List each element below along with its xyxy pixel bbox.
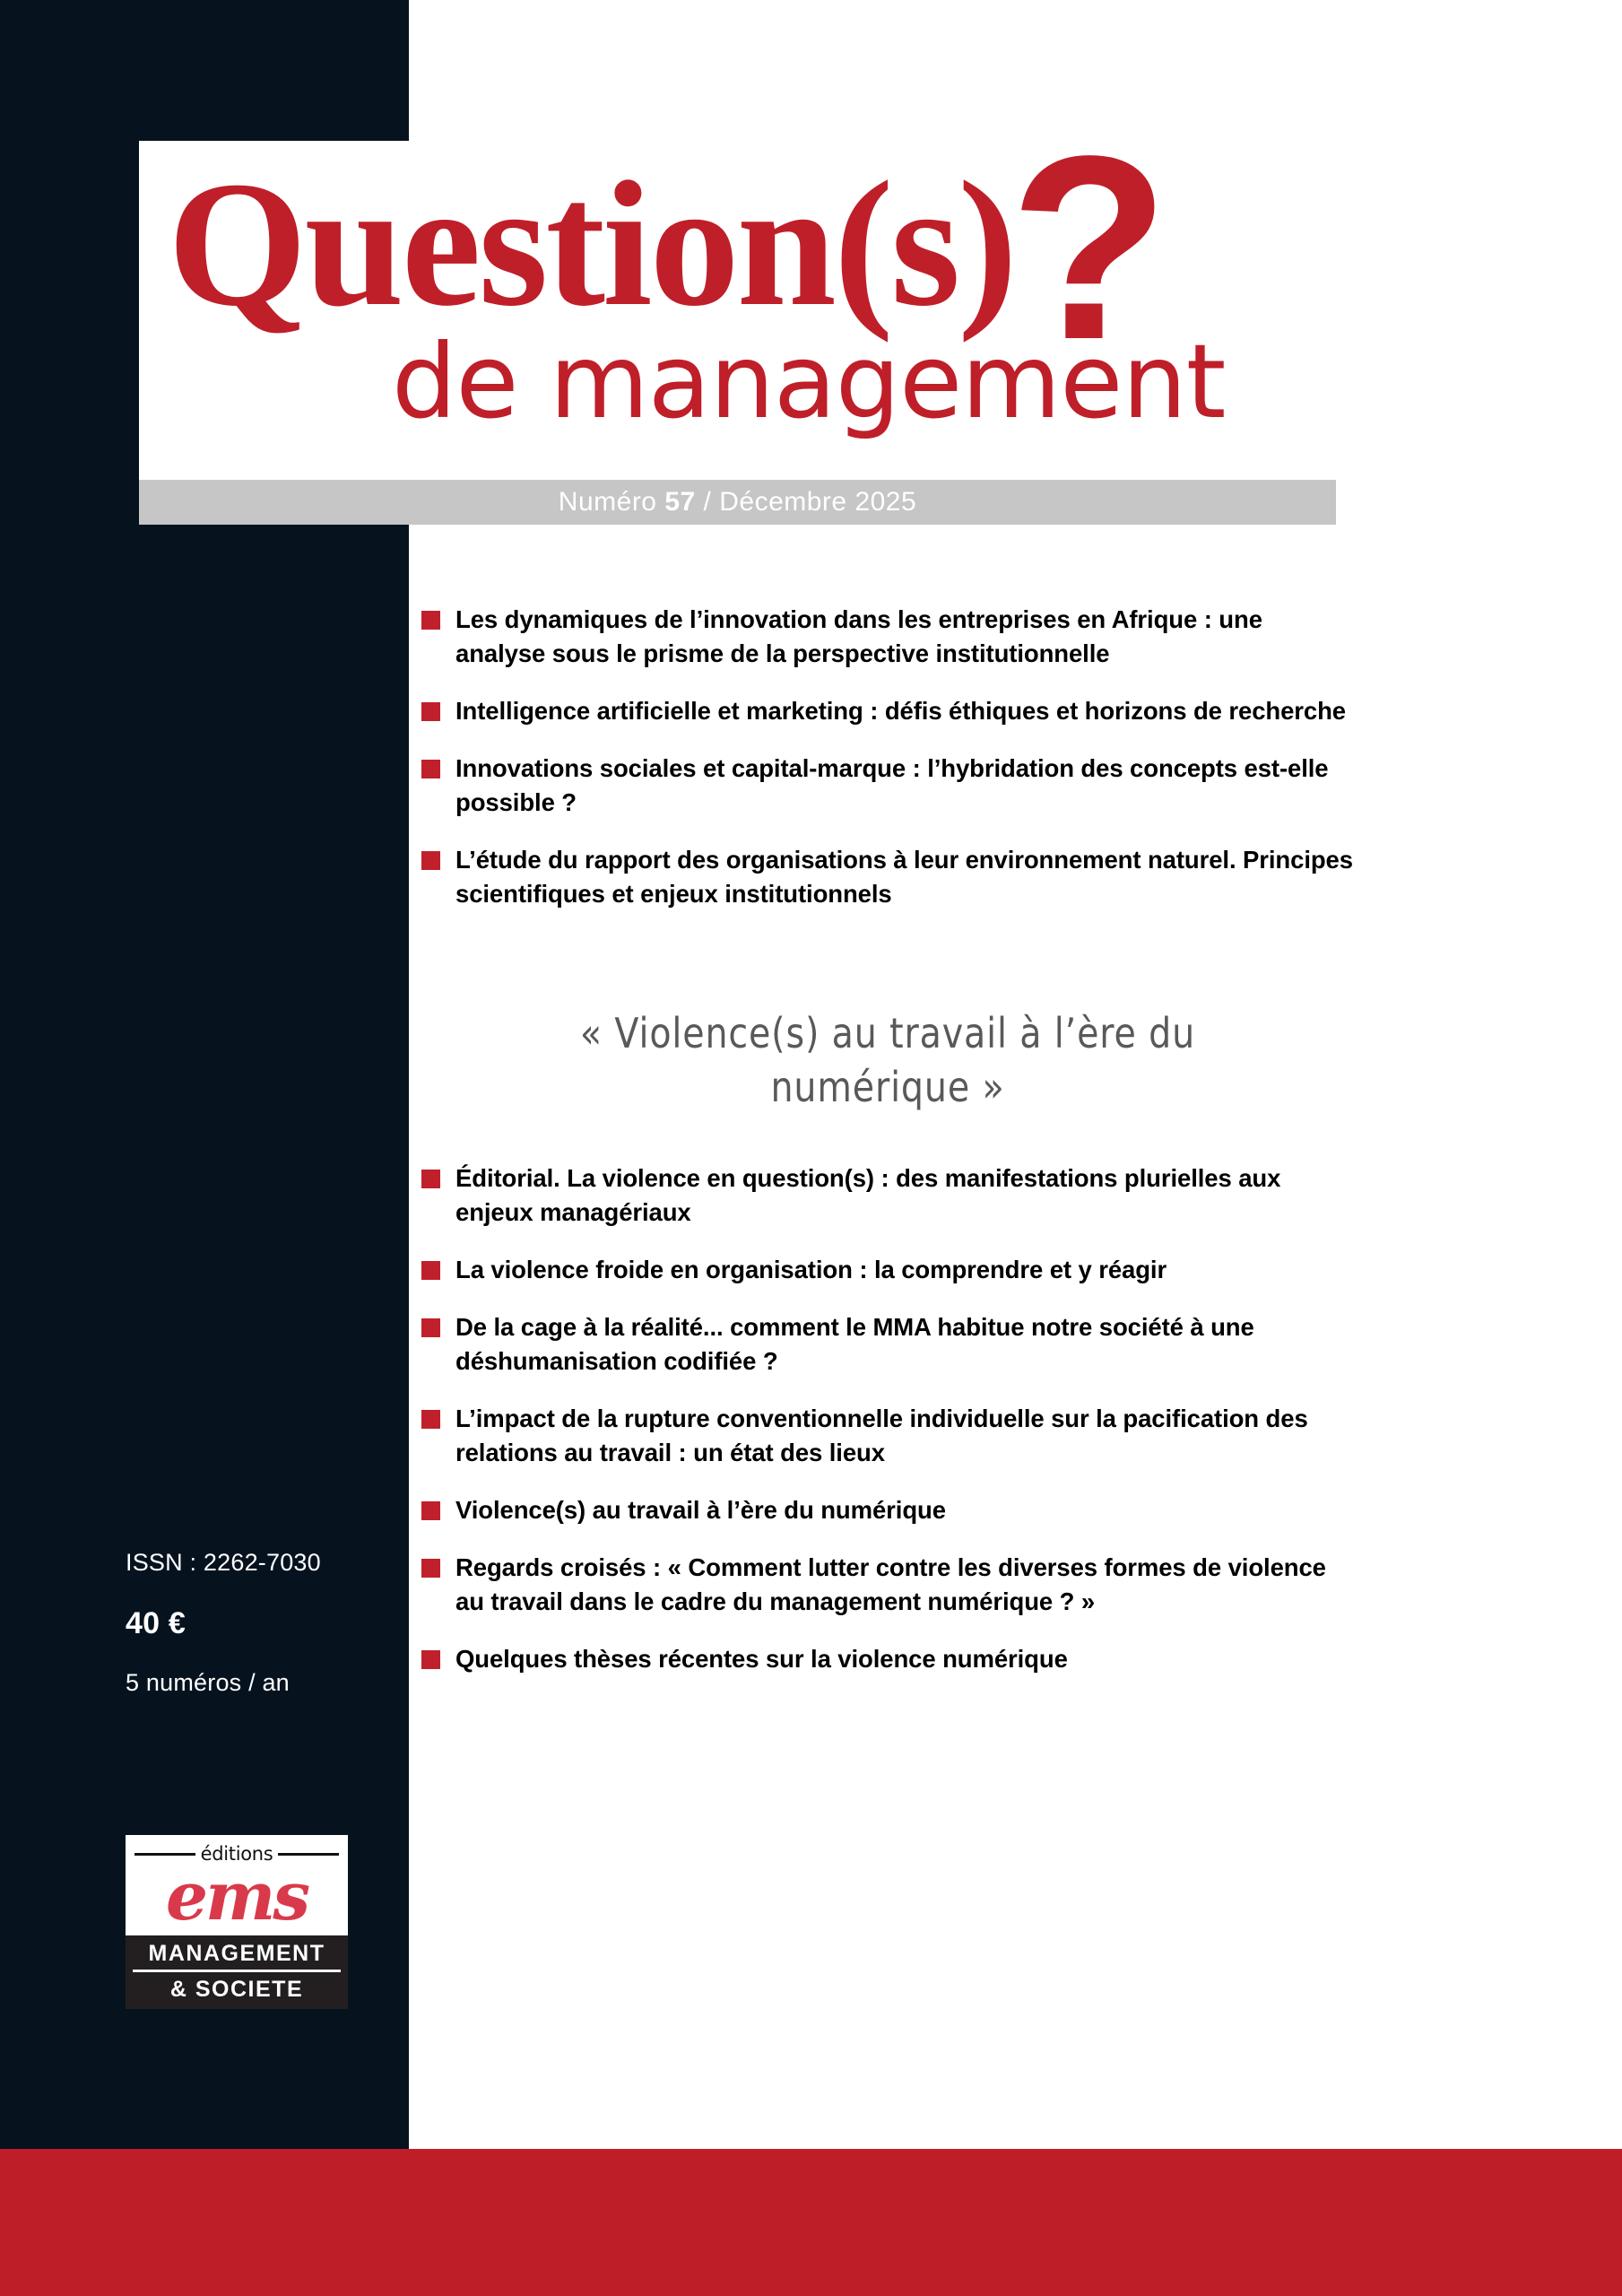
divider	[133, 1970, 341, 1972]
article-title: De la cage à la réalité... comment le MMA habitue notre société à une déshumanisation codifiée ?	[455, 1313, 1254, 1375]
articles-list-top	[421, 603, 1354, 911]
journal-title-text: Q	[168, 145, 305, 344]
bullet-square-icon	[421, 1410, 440, 1429]
article-title: Innovations sociales et capital-marque : l’hybridation des concepts est-elle possible ?	[455, 754, 1329, 816]
publisher-name: ems	[165, 1858, 308, 1935]
article-item	[421, 1310, 1354, 1378]
issue-prefix: Numéro	[558, 487, 665, 517]
article-item	[421, 1642, 1354, 1676]
bullet-square-icon	[421, 611, 440, 630]
price-label: 40 €	[126, 1606, 186, 1640]
article-item	[421, 752, 1354, 820]
bullet-square-icon	[421, 1559, 440, 1578]
bullet-square-icon	[421, 1501, 440, 1520]
article-item	[421, 1551, 1354, 1619]
article-item	[421, 603, 1354, 671]
article-item	[421, 1493, 1354, 1527]
navy-top-bar	[0, 0, 409, 141]
issue-band	[139, 480, 1336, 525]
bullet-square-icon	[421, 702, 440, 721]
article-title: L’étude du rapport des organisations à leur environnement naturel. Principes scientifiques et enjeux institutionnels	[455, 846, 1353, 908]
publisher-logo	[126, 1835, 348, 2009]
bullet-square-icon	[421, 760, 440, 778]
article-item	[421, 1161, 1354, 1230]
publisher-line-2: & SOCIETE	[169, 1977, 304, 2002]
question-mark-icon: ?	[1009, 101, 1170, 394]
article-title: Intelligence artificielle et marketing : défis éthiques et horizons de recherche	[455, 697, 1346, 725]
publisher-logo-top	[126, 1835, 348, 1935]
issue-label	[139, 480, 1336, 525]
issue-suffix: / Décembre 2025	[695, 487, 917, 517]
article-title: Éditorial. La violence en question(s) : des manifestations plurielles aux enjeux managériaux	[455, 1164, 1281, 1226]
bullet-square-icon	[421, 1318, 440, 1337]
issue-number: 57	[664, 487, 696, 517]
rule-right-icon	[278, 1853, 339, 1856]
publisher-line-1: MANAGEMENT	[148, 1941, 325, 1966]
article-title: Regards croisés : « Comment lutter contre les diverses formes de violence au travail dans le cadre du management numérique ? »	[455, 1553, 1326, 1615]
article-title: L’impact de la rupture conventionnelle individuelle sur la pacification des relations au travail : un état des lieux	[455, 1405, 1308, 1466]
article-title: Violence(s) au travail à l’ère du numérique	[455, 1496, 946, 1524]
article-item	[421, 694, 1354, 728]
masthead-panel	[139, 101, 1338, 517]
subscription-info	[126, 1547, 395, 1698]
bullet-square-icon	[421, 1170, 440, 1188]
article-title: Quelques thèses récentes sur la violence numérique	[455, 1645, 1068, 1673]
publisher-editions-label: éditions	[200, 1843, 273, 1865]
journal-subtitle: de management	[392, 322, 1226, 441]
frequency-label: 5 numéros / an	[126, 1669, 290, 1696]
issn-label: ISSN : 2262-7030	[126, 1549, 321, 1576]
article-title: Les dynamiques de l’innovation dans les entreprises en Afrique : une analyse sous le prisme de la perspective institutionnelle	[455, 605, 1262, 667]
article-item	[421, 1253, 1354, 1287]
publisher-logo-bottom	[126, 1935, 348, 2009]
journal-logo	[139, 101, 1338, 459]
bullet-square-icon	[421, 851, 440, 870]
articles-list-bottom	[421, 1161, 1354, 1676]
dossier-title: « Violence(s) au travail à l’ère du numérique »	[579, 1009, 1196, 1111]
article-item	[421, 843, 1354, 911]
bullet-square-icon	[421, 1261, 440, 1280]
bottom-red-band	[0, 2149, 1622, 2296]
article-item	[421, 1402, 1354, 1470]
article-title: La violence froide en organisation : la comprendre et y réagir	[455, 1256, 1167, 1283]
journal-title-rest: uestion(s)	[304, 145, 1015, 344]
bullet-square-icon	[421, 1650, 440, 1669]
rule-left-icon	[134, 1853, 195, 1856]
